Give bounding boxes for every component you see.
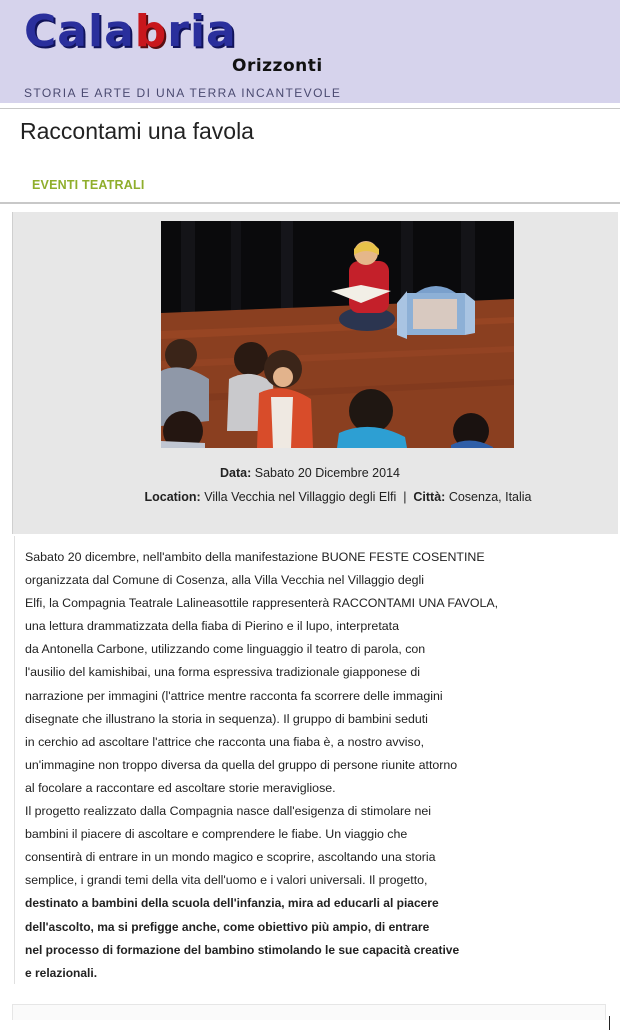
location-label: Location: <box>144 490 201 504</box>
event-location <box>0 490 620 504</box>
event-photo <box>161 221 514 448</box>
article-line: in cerchio ad ascoltare l'attrice che racconta una fiaba è, a nostro avviso, <box>25 734 425 749</box>
article-line: un'immagine non troppo diversa da quella del gruppo di persone riunite attorno <box>25 757 458 772</box>
article-line: al focolare a raccontare ed ascoltare storie meravigliose. <box>25 780 336 795</box>
logo-text-part1: Cala <box>24 6 135 57</box>
event-date <box>0 466 620 480</box>
article-line-bold: dell'ascolto, ma si prefigge anche, come obiettivo più ampio, di entrare <box>25 919 430 934</box>
logo-subtitle: Orizzonti <box>232 56 323 76</box>
article-body <box>14 536 618 984</box>
article-line: organizzata dal Comune di Cosenza, alla Villa Vecchia nel Villaggio degli <box>25 573 425 588</box>
article-line: Elfi, la Compagnia Teatrale Lalineasottile rappresenterà RACCONTAMI UNA FAVOLA, <box>25 596 499 611</box>
article-line-bold: nel processo di formazione del bambino stimolando le sue capacità creative <box>25 942 460 957</box>
article-line: bambini il piacere di ascoltare e comprendere le fiabe. Un viaggio che <box>25 827 408 842</box>
article-text <box>25 546 620 985</box>
article-line: disegnate che illustrano la storia in sequenza). Il gruppo di bambini seduti <box>25 711 428 726</box>
logo-text-part3: ria <box>167 6 237 57</box>
date-value: Sabato 20 Dicembre 2014 <box>254 466 400 480</box>
article-line: narrazione per immagini (l'attrice mentre racconta fa scorrere delle immagini <box>25 688 443 703</box>
site-logo[interactable] <box>24 6 237 58</box>
city-label: Città: <box>413 490 446 504</box>
article-line: l'ausilio del kamishibai, una forma espressiva tradizionale giapponese di <box>25 665 420 680</box>
date-label: Data: <box>220 466 252 480</box>
site-header <box>0 0 620 103</box>
article-line: una lettura drammatizzata della fiaba di Pierino e il lupo, interpretata <box>25 619 399 634</box>
logo-text-part2: b <box>134 6 168 57</box>
category-link[interactable]: EVENTI TEATRALI <box>32 178 145 192</box>
text-caret <box>609 1016 610 1030</box>
article-line: consentirà di entrare in un mondo magico e scoprire, ascoltando una storia <box>25 850 436 865</box>
city-value: Cosenza, Italia <box>448 490 532 504</box>
meta-separator: | <box>403 490 407 504</box>
article-line: semplice, i grandi temi della vita dell'uomo e i valori universali. Il progetto, <box>25 873 428 888</box>
article-line: da Antonella Carbone, utilizzando come linguaggio il teatro di parola, con <box>25 642 426 657</box>
site-tagline: STORIA E ARTE DI UNA TERRA INCANTEVOLE <box>24 86 342 100</box>
article-line-bold: e relazionali. <box>25 965 98 980</box>
article-line: Sabato 20 dicembre, nell'ambito della manifestazione BUONE FESTE COSENTINE <box>25 550 485 564</box>
footer-bar <box>12 1004 606 1020</box>
page-title: Raccontami una favola <box>20 118 254 144</box>
article-line-bold: destinato a bambini della scuola dell'infanzia, mira ad educarli al piacere <box>25 896 439 911</box>
article-line: Il progetto realizzato dalla Compagnia nasce dall'esigenza di stimolare nei <box>25 804 431 819</box>
location-value: Villa Vecchia nel Villaggio degli Elfi <box>204 490 397 504</box>
